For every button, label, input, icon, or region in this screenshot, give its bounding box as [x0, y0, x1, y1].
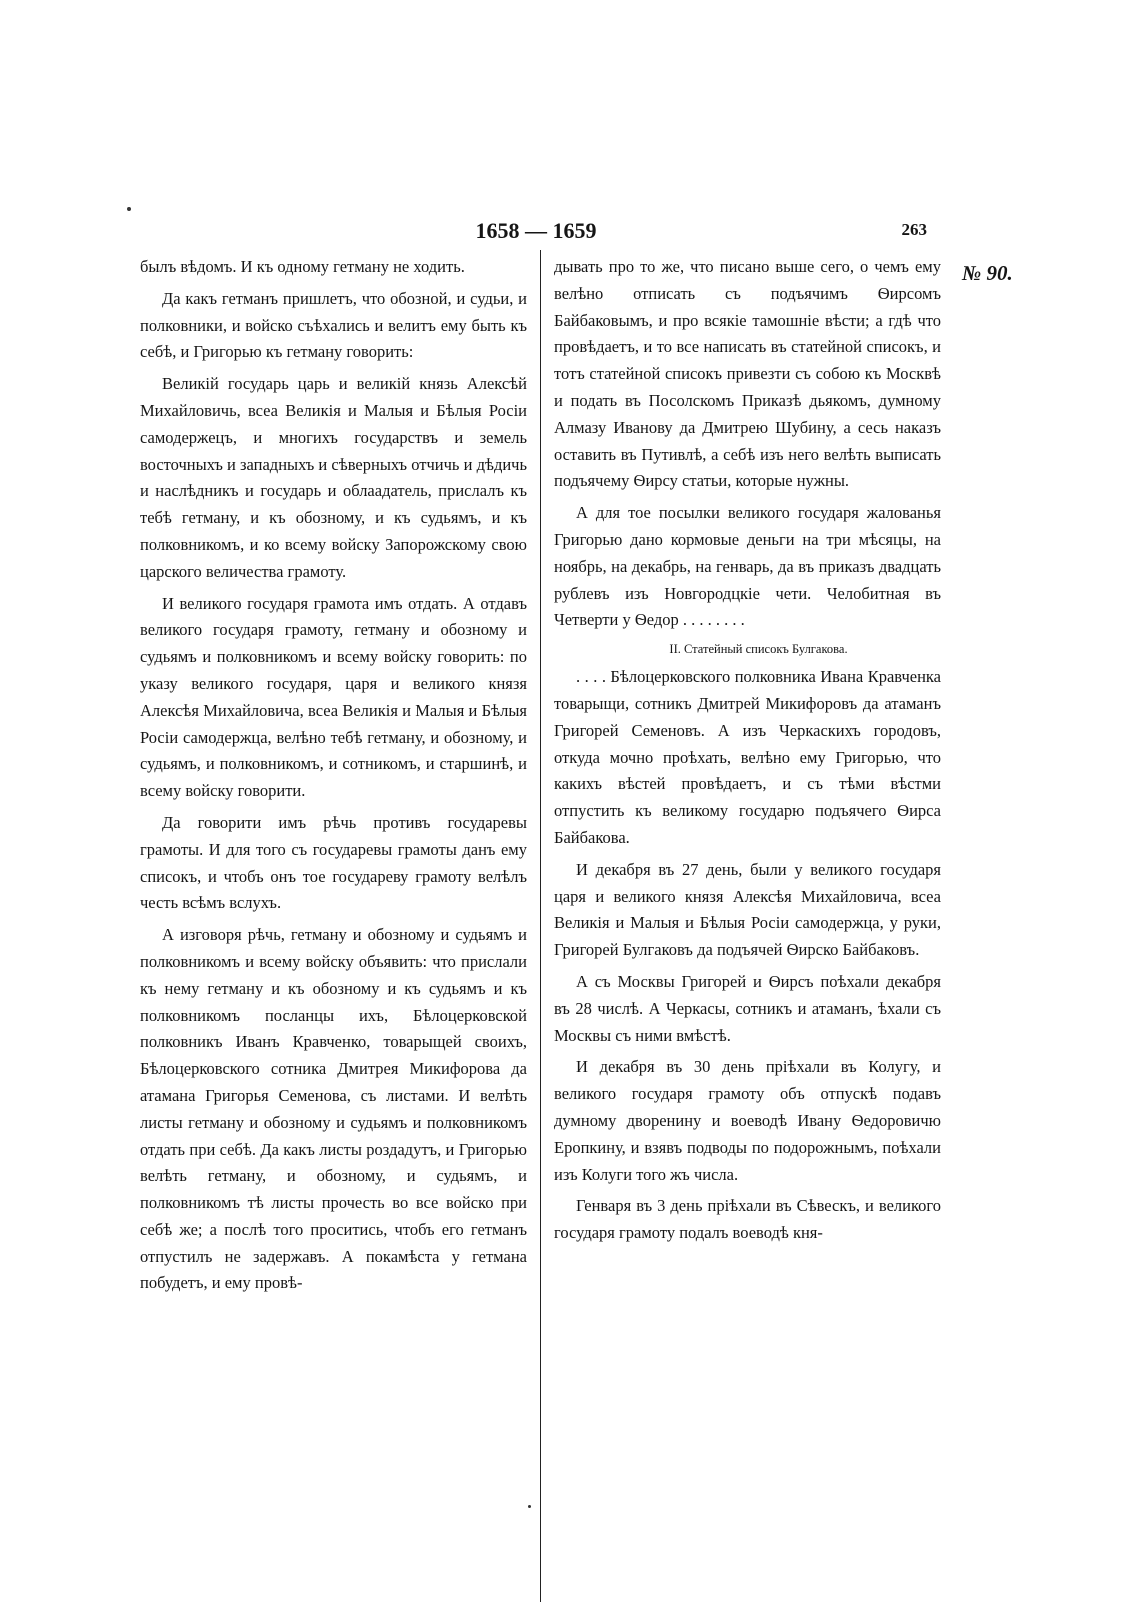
- print-speck: [528, 1505, 531, 1508]
- paragraph: . . . . Бѣлоцерковского полковника Ивана Кравченка товарыщи, сотникъ Дмитрей Микифоровъ да атаманъ Григорей Семеновъ. А изъ Черкаскихъ городовъ, откуда мочно проѣхать, велѣно ему Григорью, что какихъ вѣстей провѣдаетъ, и съ тѣми вѣстми отпустить къ великому государю подъячего Ѳирса Байбакова.: [554, 667, 941, 847]
- paragraph: А изговоря рѣчь, гетману и обозному и судьямъ и полковникомъ и всему войску объявить: что прислали къ нему гетману и къ обозному и къ судьямъ и къ полковникомъ посланцы ихъ, Бѣлоцерковской полковникъ Иванъ Кравченко, товарыщей своихъ, Бѣлоцерковского сотника Дмитрея Микифорова да атамана Григорья Семенова, съ листами. И велѣть листы гетману и обозному и судьямъ и полковникомъ отдать при себѣ. Да какъ листы роздадутъ, и Григорью велѣть гетману, и обозному, и судьямъ, и полковникомъ тѣ листы прочесть во все войско при себѣ же; а послѣ того проситись, чтобъ его гетманъ отпустилъ не задержавъ. А покамѣста у гетмана побудетъ, и ему провѣ-: [140, 925, 527, 1293]
- paragraph: дывать про то же, что писано выше сего, о чемъ ему велѣно отписать съ подъячимъ Ѳирсомъ Байбаковымъ, и про всякіе тамошніе вѣсти; а гдѣ что провѣдаетъ, и то все написать въ статейной списокъ, и тотъ статейной списокъ привезти съ собою къ Москвѣ и подать въ Посолскомъ Приказѣ дьякомъ, думному Алмазу Иванову да Дмитрею Шубину, а сесь наказъ оставить въ Путивлѣ, а себѣ изъ него велѣть выписать подъячему Ѳирсу статьи, которые нужны.: [554, 257, 941, 491]
- paragraph: Да какъ гетманъ пришлетъ, что обозной, и судьи, и полковники, и войско съѣхались и велитъ ему быть къ себѣ, и Григорью къ гетману говорить:: [140, 288, 527, 362]
- right-column: [554, 254, 941, 1252]
- paragraph: И великого государя грамота имъ отдать. А отдавъ великого государя грамоту, гетману и обозному и судьямъ и полковникомъ и всему войску говорить: по указу великого государя, царя и великого князя Алексѣя Михайловича, всеа Великія и Малыя и Бѣлыя Росіи самодержца, велѣно тебѣ гетману, и обозному, и судьямъ, и полковникомъ, и сотникомъ, и старшинѣ, и всему войску говорити.: [140, 593, 527, 801]
- paragraph: Великій государь царь и великій князь Алексѣй Михайловичь, всеа Великія и Малыя и Бѣлыя Росіи самодержецъ, и многихъ государствъ и земель восточныхъ и западныхъ и сѣверныхъ отчичь и дѣдичь и наслѣдникъ и государь и облаадатель, прислалъ къ тебѣ гетману, и къ обозному, и къ судьямъ, и къ полковникомъ, и ко всему войску Запорожскому свою царского величества грамоту.: [140, 374, 527, 581]
- paragraph: былъ вѣдомъ. И къ одному гетману не ходить.: [140, 257, 465, 276]
- page-number: 263: [901, 220, 927, 239]
- left-column: [140, 254, 527, 1302]
- column-divider: [540, 250, 541, 1602]
- paragraph: Генваря въ 3 день пріѣхали въ Сѣвескъ, и великого государя грамоту подалъ воеводѣ кня-: [554, 1196, 941, 1243]
- paragraph: И декабря въ 30 день пріѣхали въ Колугу, и великого государя грамоту объ отпускѣ подавъ думному дворенину и воеводѣ Ивану Ѳедоровичю Еропкину, и взявъ подводы по подорожнымъ, поѣхали изъ Колуги того жъ числа.: [554, 1057, 941, 1184]
- section-heading: II. Статейный списокъ Булгакова.: [669, 642, 848, 657]
- paragraph: А съ Москвы Григорей и Ѳирсъ поѣхали декабря въ 28 числѣ. А Черкасы, сотникъ и атаманъ, ѣхали съ Москвы съ ними вмѣстѣ.: [554, 971, 941, 1045]
- paragraph: И декабря въ 27 день, были у великого государя царя и великого князя Алексѣя Михайловича, всеа Великія и Малыя и Бѣлыя Росіи самодержца, у руки, Григорей Булгаковъ да подъячей Ѳирско Байбаковъ.: [554, 859, 941, 960]
- page-years: 1658 — 1659: [475, 218, 597, 243]
- document-number: № 90.: [962, 261, 1013, 285]
- paragraph: Да говорити имъ рѣчь противъ государевы грамоты. И для того съ государевы грамоты данъ ему списокъ, и чтобъ онъ тое государеву грамоту велѣлъ честь всѣмъ вслухъ.: [140, 812, 527, 913]
- print-speck: [127, 207, 131, 211]
- paragraph: А для тое посылки великого государя жалованья Григорью дано кормовые деньги на три мѣсяцы, на ноябрь, на декабрь, на генварь, да въ приказъ двадцать рублевъ изъ Новгородцкіе чети. Челобитная въ Четверти у Ѳедор . . . . . . . .: [554, 503, 941, 630]
- running-head: [130, 218, 942, 248]
